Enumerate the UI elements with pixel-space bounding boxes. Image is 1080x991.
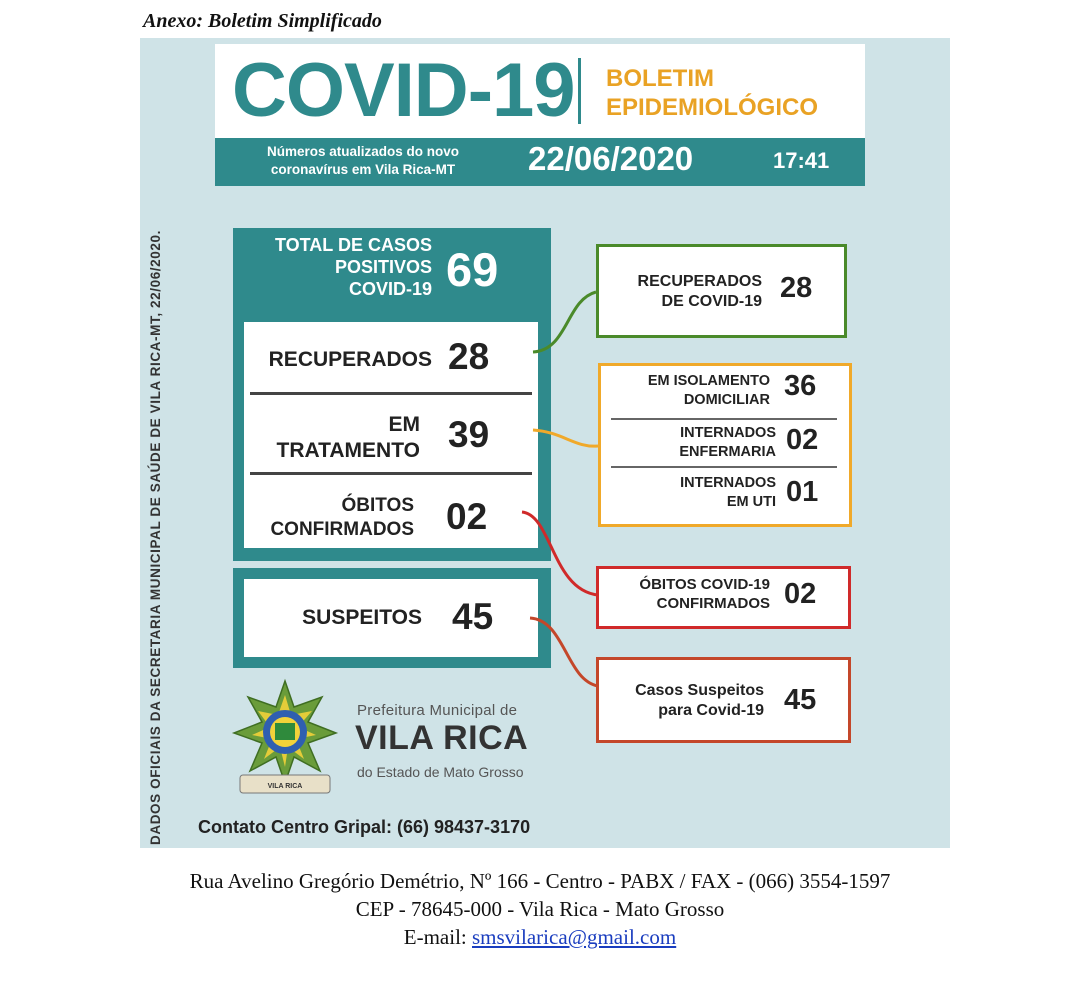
logo-line2: VILA RICA — [355, 719, 529, 757]
suspects-connector — [530, 618, 598, 686]
treatment-divider — [611, 466, 837, 468]
treatment-divider — [611, 418, 837, 420]
deaths-label-line1: ÓBITOS — [341, 495, 414, 516]
home-isolation-value: 36 — [784, 370, 817, 402]
ribbon-text: VILA RICA — [267, 783, 303, 790]
home-isolation-label — [606, 372, 770, 410]
side-note: DADOS OFICIAIS DA SECRETARIA MUNICIPAL DE SAÚDE DE VILA RICA-MT, 22/06/2020. — [148, 230, 163, 845]
ward-line1: INTERNADOS — [680, 425, 776, 441]
ward-line2: ENFERMARIA — [679, 444, 776, 460]
treatment-value: 39 — [448, 414, 490, 455]
ward-label — [606, 424, 776, 462]
home-isolation-line1: EM ISOLAMENTO — [647, 373, 770, 389]
treatment-label-line2: TRATAMENTO — [276, 439, 420, 462]
deaths-detail-line2: CONFIRMADOS — [656, 595, 770, 612]
suspects-detail-line2: para Covid-19 — [658, 702, 764, 719]
total-label-line2: POSITIVOS — [334, 257, 432, 277]
treatment-connector — [533, 430, 598, 446]
logo-line3: do Estado de Mato Grosso — [357, 764, 524, 780]
recovered-connector — [533, 292, 596, 352]
total-label-line3: COVID-19 — [348, 279, 432, 299]
icu-value: 01 — [786, 476, 819, 508]
bulletin-line2: EPIDEMIOLÓGICO — [606, 94, 819, 121]
recovered-value: 28 — [448, 336, 490, 377]
deaths-connector — [522, 512, 598, 595]
suspects-detail-line1: Casos Suspeitos — [635, 682, 764, 699]
footer-cep: CEP - 78645-000 - Vila Rica - Mato Grosso — [355, 897, 725, 921]
bulletin-date: 22/06/2020 — [528, 140, 694, 177]
covid-title: COVID-19 — [232, 48, 575, 133]
email-label: E-mail: — [403, 925, 467, 949]
home-isolation-line2: DOMICILIAR — [683, 392, 770, 408]
deaths-label-line2: CONFIRMADOS — [270, 519, 414, 540]
recovered-label: RECUPERADOS — [268, 348, 432, 371]
suspects-value: 45 — [452, 596, 494, 637]
subtitle-line1: Números atualizados do novo — [266, 144, 460, 159]
email-link[interactable]: smsvilarica@gmail.com — [472, 925, 677, 949]
recovered-detail-line1: RECUPERADOS — [637, 273, 762, 290]
contact-line: Contato Centro Gripal: (66) 98437-3170 — [198, 817, 531, 837]
bulletin-line1: BOLETIM — [606, 65, 714, 92]
total-label-line1: TOTAL DE CASOS — [274, 235, 432, 255]
total-cases-value: 69 — [446, 243, 499, 296]
suspects-detail-label — [604, 681, 764, 721]
ward-value: 02 — [786, 424, 819, 456]
annex-title: Anexo: Boletim Simplificado — [143, 10, 382, 32]
deaths-detail-value: 02 — [784, 578, 817, 610]
deaths-detail-line1: ÓBITOS COVID-19 — [639, 576, 770, 593]
deaths-value: 02 — [446, 496, 488, 537]
recovered-detail-line2: DE COVID-19 — [661, 293, 762, 310]
suspects-detail-value: 45 — [784, 684, 817, 716]
coat-of-arms-logo — [228, 677, 343, 807]
footer-address: Rua Avelino Gregório Demétrio, Nº 166 - Centro - PABX / FAX - (066) 3554-1597 — [189, 869, 891, 893]
treatment-label-line1: EM — [388, 413, 420, 436]
suspects-label: SUSPEITOS — [302, 606, 422, 629]
icu-label — [606, 474, 776, 512]
recovered-detail-value: 28 — [780, 272, 813, 304]
icu-line2: EM UTI — [726, 494, 776, 510]
icu-line1: INTERNADOS — [680, 475, 776, 491]
subtitle-line2: coronavírus em Vila Rica-MT — [270, 162, 456, 177]
recovered-detail-label — [604, 272, 762, 312]
star-emblem-icon — [234, 681, 336, 783]
logo-line1: Prefeitura Municipal de — [357, 702, 518, 719]
bulletin-time: 17:41 — [773, 148, 830, 173]
deaths-detail-label — [604, 575, 770, 613]
footer-email — [0, 925, 1080, 950]
